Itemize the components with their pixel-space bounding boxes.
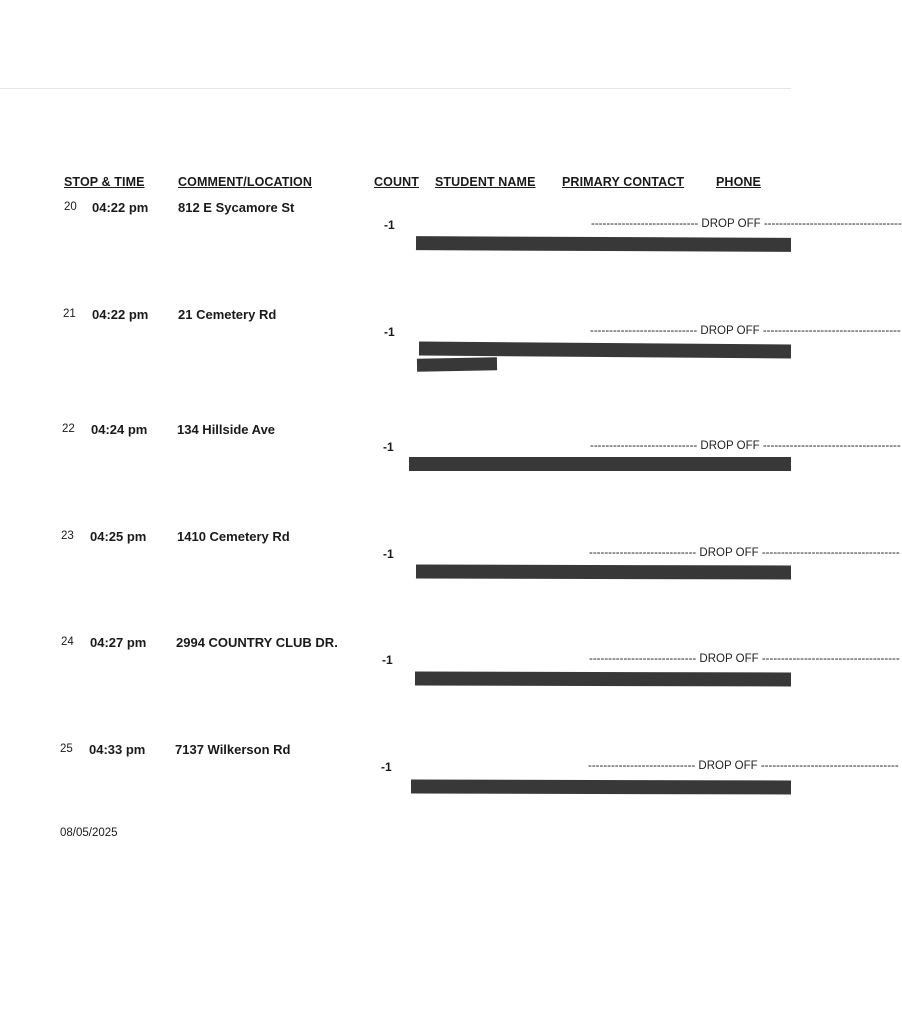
stop-time: 04:27 pm (90, 635, 147, 650)
stop-location: 1410 Cemetery Rd (177, 529, 290, 544)
stop-row (0, 635, 900, 736)
stop-row (0, 742, 899, 843)
stop-row (0, 422, 901, 523)
stop-time: 04:25 pm (90, 529, 147, 544)
header-primary-contact: PRIMARY CONTACT (562, 175, 685, 189)
stop-number: 22 (62, 423, 75, 435)
stop-location: 812 E Sycamore St (178, 200, 295, 215)
stop-time: 04:24 pm (91, 422, 148, 437)
redaction-bar (416, 565, 791, 580)
stop-count: -1 (383, 547, 394, 561)
drop-off-note: ---------------------------- DROP OFF ------------------------------------ (590, 325, 901, 337)
stop-row (0, 307, 901, 408)
drop-off-note: ---------------------------- DROP OFF ------------------------------------ (591, 218, 902, 230)
drop-off-note: ---------------------------- DROP OFF ------------------------------------ (590, 440, 901, 452)
stop-count: -1 (381, 760, 392, 774)
stop-number: 20 (64, 201, 77, 213)
stop-location: 134 Hillside Ave (177, 422, 276, 437)
stop-number: 25 (60, 743, 73, 755)
header-comment-location: COMMENT/LOCATION (178, 175, 312, 189)
drop-off-note: ---------------------------- DROP OFF ------------------------------------ (588, 760, 899, 772)
stop-location: 2994 COUNTRY CLUB DR. (176, 635, 338, 650)
report-date: 08/05/2025 (60, 827, 118, 839)
stop-time: 04:22 pm (92, 307, 149, 322)
stop-time: 04:33 pm (89, 742, 146, 757)
stop-count: -1 (382, 653, 393, 667)
drop-off-note: ---------------------------- DROP OFF ------------------------------------ (589, 653, 900, 665)
redaction-bar (416, 236, 791, 252)
stop-time: 04:22 pm (92, 200, 149, 215)
stop-location: 7137 Wilkerson Rd (175, 742, 291, 757)
stop-row (0, 200, 902, 301)
stop-number: 21 (63, 308, 76, 320)
header-count: COUNT (374, 175, 419, 189)
header-stop-time: STOP & TIME (64, 175, 145, 189)
header-student-name: STUDENT NAME (435, 175, 536, 189)
stop-count: -1 (383, 440, 394, 454)
redaction-bar (411, 780, 791, 795)
stop-count: -1 (384, 218, 395, 232)
redaction-bar (419, 342, 791, 359)
top-divider (0, 88, 791, 89)
stop-number: 24 (61, 636, 74, 648)
redaction-bar (409, 457, 791, 471)
stop-count: -1 (384, 325, 395, 339)
stop-number: 23 (61, 530, 74, 542)
stop-location: 21 Cemetery Rd (178, 307, 277, 322)
header-phone: PHONE (716, 175, 761, 189)
redaction-bar (415, 672, 791, 687)
redaction-bar (417, 357, 497, 371)
drop-off-note: ---------------------------- DROP OFF ------------------------------------ (589, 547, 900, 559)
stop-row (0, 529, 900, 630)
